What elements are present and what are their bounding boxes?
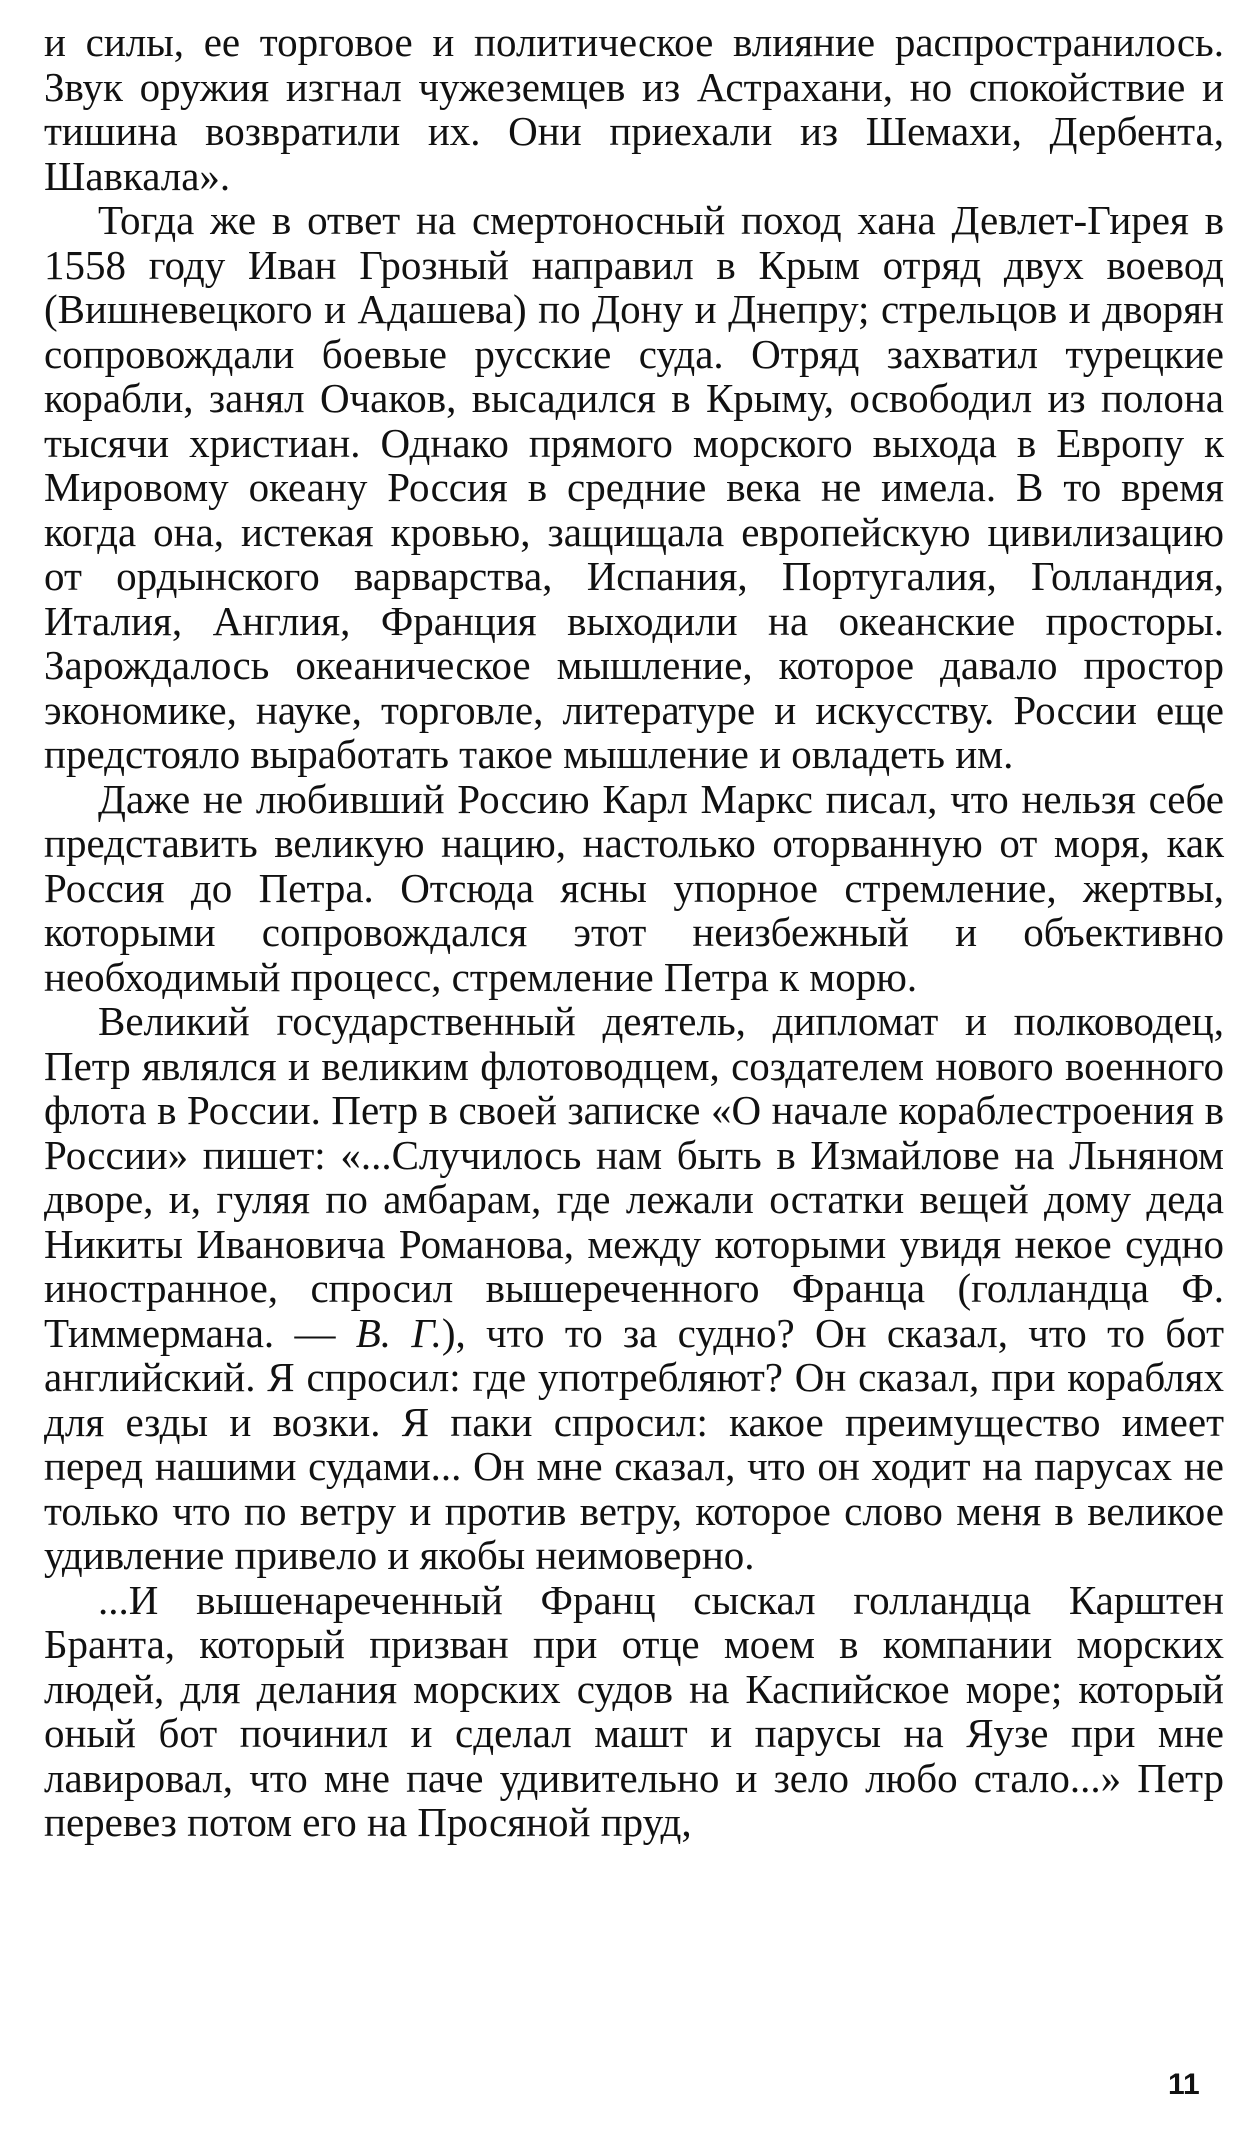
author-initials: В. Г. xyxy=(355,1309,442,1356)
paragraph-4-text: Великий государственный деятель, дипломат и полководец, Петр являлся и великим флотоводцем, создателем нового военного флота в России. Петр в своей записке «О начале кораблестроения в России» пишет: «...Случилось нам быть в Измайлове на Льняном дворе, и, гуляя по амбарам, где лежали остатки вещей дому деда Никиты Ивановича Романова, между которыми увидя некое судно иностранное, спросил вышереченного Франца (голландца Ф. Тиммермана. — xyxy=(44,998,1224,1356)
paragraph-4-tail: ), что то за судно? Он сказал, что то бот английский. Я спросил: где употребляют? Он сказал, при кораблях для езды и возки. Я паки спросил: какое преимущество имеет перед нашими судами... Он мне сказал, что он ходит на парусах не только что по ветру и против ветру, которое слово меня в великое удивление привело и якобы неимоверно. xyxy=(44,1309,1224,1578)
paragraph-2: Тогда же в ответ на смертоносный поход хана Девлет-Гирея в 1558 году Иван Грозный направил в Крым отряд двух воевод (Вишневецкого и Адашева) по Дону и Днепру; стрельцов и дворян сопровождали боевые русские суда. Отряд захватил турецкие корабли, занял Очаков, высадился в Крыму, освободил из полона тысячи христиан. Однако прямого морского выхода в Европу к Мировому океану Россия в средние века не имела. В то время когда она, истекая кровью, защищала европейскую цивилизацию от ордынского варварства, Испания, Португалия, Голландия, Италия, Англия, Франция выходили на океанские просторы. Зарождалось океаническое мышление, которое давало простор экономике, науке, торговле, литературе и искусству. России еще предстояло выработать такое мышление и овладеть им. xyxy=(44,197,1224,777)
page-number: 11 xyxy=(1168,2068,1200,2101)
paragraph-1: и силы, ее торговое и политическое влияние распространилось. Звук оружия изгнал чужеземцев из Астрахани, но спокойствие и тишина возвратили их. Они приехали из Шемахи, Дербента, Шавкала». xyxy=(44,19,1224,199)
page-body xyxy=(44,20,1224,1845)
paragraph-3: Даже не любивший Россию Карл Маркс писал, что нельзя себе представить великую нацию, настолько оторванную от моря, как Россия до Петра. Отсюда ясны упорное стремление, жертвы, которыми сопровождался этот неизбежный и объективно необходимый процесс, стремление Петра к морю. xyxy=(44,775,1224,1000)
paragraph-4 xyxy=(44,999,1224,1578)
paragraph-5: ...И вышенареченный Франц сыскал голландца Карштен Бранта, который призван при отце моем в компании морских людей, для делания морских судов на Каспийское море; который оный бот починил и сделал машт и парусы на Яузе при мне лавировал, что мне паче удивительно и зело любо стало...» Петр перевез потом его на Просяной пруд, xyxy=(44,1576,1224,1845)
